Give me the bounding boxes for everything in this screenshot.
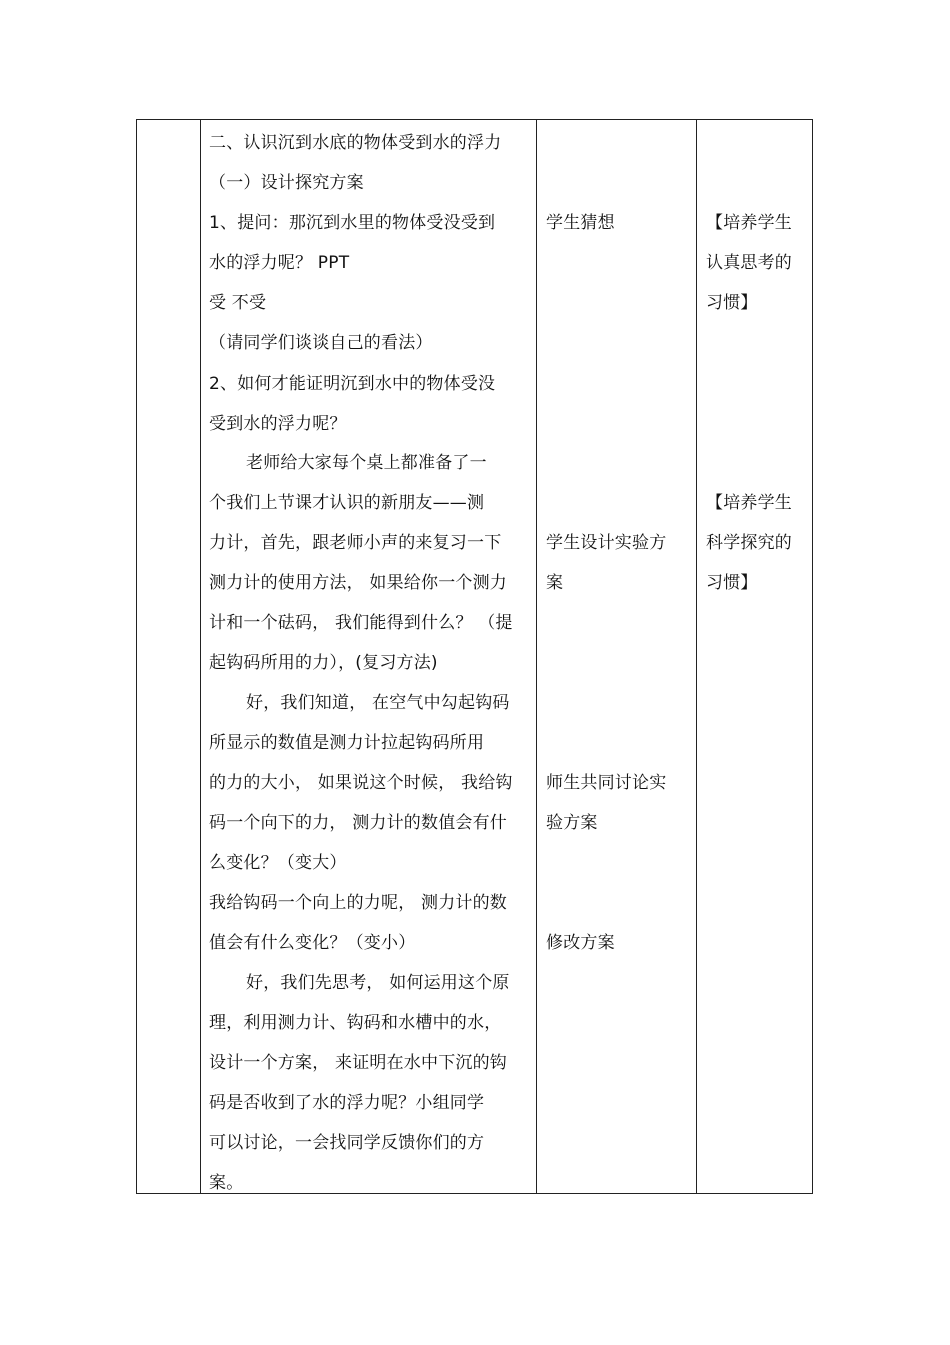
text-line: 起钩码所用的力），(复习方法) [209,653,438,673]
text-line: 码一个向下的力， 测力计的数值会有什 [209,813,508,833]
text-line: 修改方案 [546,933,615,953]
text-line: 2、如何才能证明沉到水中的物体受没 [209,374,496,394]
text-line: 我给钩码一个向上的力呢， 测力计的数 [209,893,508,913]
text-line: 码是否收到了水的浮力呢？小组同学 [209,1093,485,1113]
text-line: （一）设计探究方案 [209,173,364,193]
text-line: 【培养学生 [706,493,792,513]
text-line: 么变化？（变大） [209,853,347,873]
text-line: 师生共同讨论实 [546,773,667,793]
text-line: 学生设计实验方 [546,533,667,553]
text-line: 验方案 [546,813,598,833]
text-line: 可以讨论，一会找同学反馈你们的方 [209,1133,485,1153]
text-line: 水的浮力呢？ PPT [209,253,350,273]
text-line: 的力的大小， 如果说这个时候， 我给钩 [209,773,513,793]
text-line: 值会有什么变化？（变小） [209,933,416,953]
text-line: 学生猜想 [546,213,615,233]
text-line: 习惯】 [706,573,758,593]
text-line: （请同学们谈谈自己的看法） [209,333,433,353]
text-line: 好，我们先思考， 如何运用这个原 [246,973,510,993]
text-line: 认真思考的 [706,253,792,273]
text-line: 力计，首先，跟老师小声的来复习一下 [209,533,502,553]
column-divider [696,120,697,1193]
text-line: 1、提问：那沉到水里的物体受没受到 [209,213,496,233]
text-line: 所显示的数值是测力计拉起钩码所用 [209,733,485,753]
text-line: 案 [546,573,564,593]
text-line: 受 不受 [209,293,267,313]
text-line: 设计一个方案， 来证明在水中下沉的钩 [209,1053,508,1073]
text-line: 理，利用测力计、钩码和水槽中的水， [209,1013,502,1033]
text-line: 计和一个砝码， 我们能得到什么？ （提 [209,613,513,633]
text-line: 受到水的浮力呢？ [209,414,347,434]
text-line: 习惯】 [706,293,758,313]
column-divider [536,120,537,1193]
text-line: 二、认识沉到水底的物体受到水的浮力 [209,133,502,153]
text-line: 【培养学生 [706,213,792,233]
text-line: 个我们上节课才认识的新朋友——测 [209,493,485,513]
text-line: 好，我们知道， 在空气中勾起钩码 [246,693,510,713]
text-line: 科学探究的 [706,533,792,553]
text-line: 老师给大家每个桌上都准备了一 [246,453,487,473]
text-line: 测力计的使用方法， 如果给你一个测力 [209,573,508,593]
column-divider [200,120,201,1193]
text-line: 案。 [209,1173,244,1193]
